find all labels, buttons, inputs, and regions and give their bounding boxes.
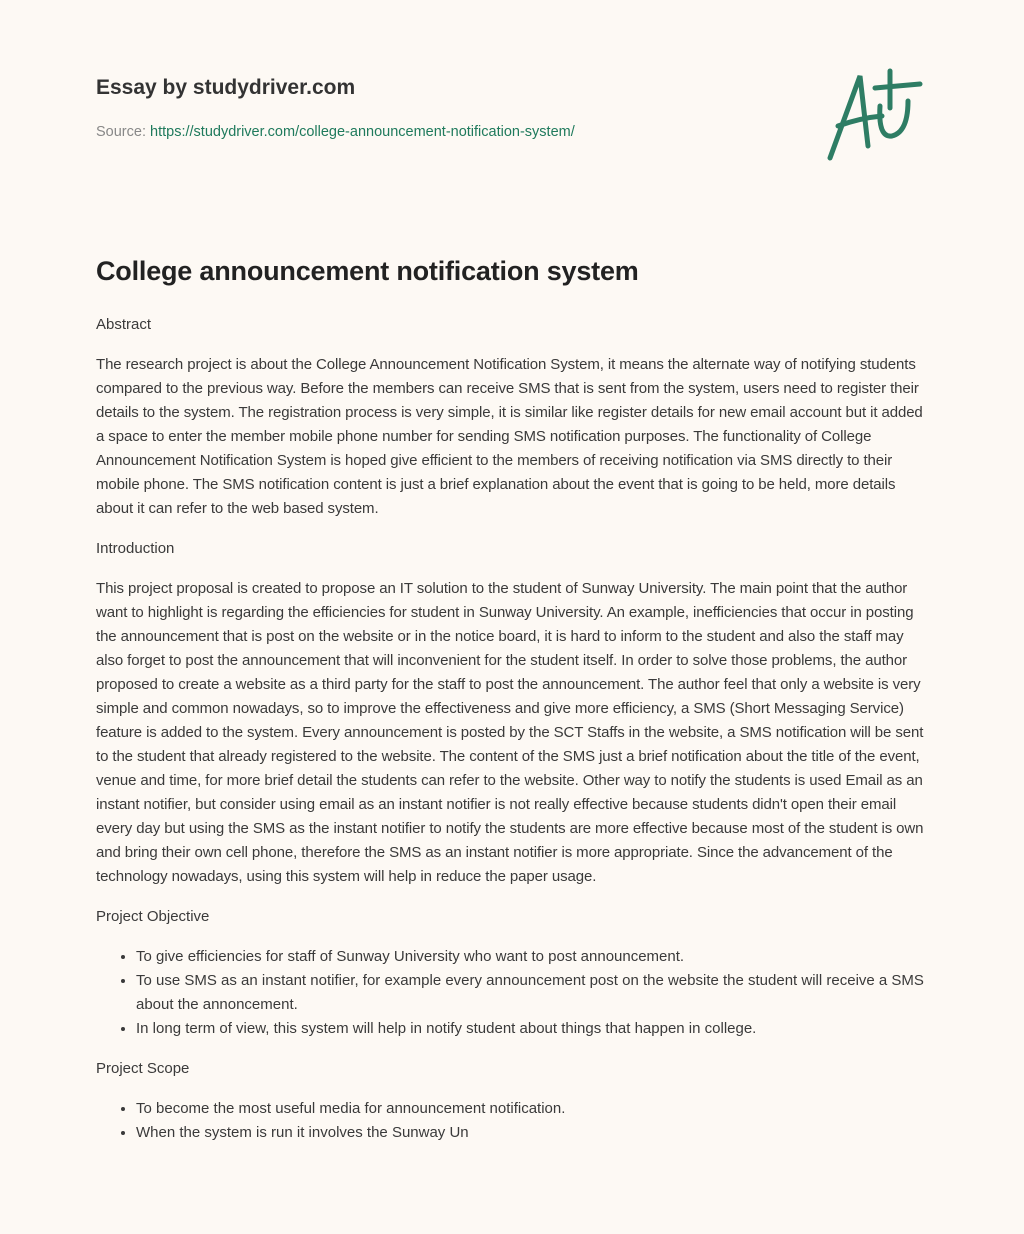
scope-list	[96, 1097, 932, 1145]
source-line	[96, 124, 575, 140]
section-heading-scope: Project Scope	[96, 1060, 190, 1077]
essay-body	[96, 256, 932, 1161]
list-item: • When the system is run it involves the Sunway Un	[136, 1121, 932, 1145]
brand-title: Essay by studydriver.com	[96, 76, 356, 99]
page-title: College announcement notification system	[96, 256, 639, 286]
list-item: • To use SMS as an instant notifier, for example every announcement post on the website the student will receive a SMS about the annoncement.	[136, 969, 932, 1017]
list-item: • To become the most useful media for announcement notification.	[136, 1097, 932, 1121]
list-item: • In long term of view, this system will help in notify student about things that happen in college.	[136, 1017, 932, 1041]
objective-list	[96, 945, 932, 1041]
section-heading-introduction: Introduction	[96, 540, 175, 557]
introduction-paragraph: This project proposal is created to propose an IT solution to the student of Sunway University. The main point that the author want to highlight is regarding the efficiencies for student in Sunway University. An example, inefficiencies that occur in posting the announcement that is post on the website or in the notice board, it is hard to inform to the student and also the staff may also forget to post the announcement that will inconvenient for the student itself. In order to solve those problems, the author proposed to create a website as a third party for the staff to post the announcement. The author feel that only a website is very simple and common nowadays, so to improve the effectiveness and give more efficiency, a SMS (Short Messaging Service) feature is added to the system. Every announcement is posted by the SCT Staffs in the website, a SMS notification will be sent to the student that already registered to the website. The content of the SMS just a brief notification about the title of the event, venue and time, for more brief detail the students can refer to the website. Other way to notify the students is used Email as an instant notifier, but consider using email as an instant notifier is not really effective because students didn't open their email every day but using the SMS as the instant notifier to notify the students are more effective because most of the student is own and bring their own cell phone, therefore the SMS as an instant notifier is more appropriate. Since the advancement of the technology nowadays, using this system will help in reduce the paper usage.	[96, 580, 924, 885]
header	[96, 76, 355, 100]
section-heading-objective: Project Objective	[96, 908, 210, 925]
section-heading-abstract: Abstract	[96, 316, 152, 333]
abstract-paragraph: The research project is about the College Announcement Notification System, it means the alternate way of notifying students compared to the previous way. Before the members can receive SMS that is sent from the system, users need to register their details to the system. The registration process is very simple, it is similar like register details for new email account but it added a space to enter the member mobile phone number for sending SMS notification purposes. The functionality of College Announcement Notification System is hoped give efficient to the members of receiving notification via SMS directly to their mobile phone. The SMS notification content is just a brief explanation about the event that is going to be held, more details about it can refer to the web based system.	[96, 356, 923, 517]
list-item: • To give efficiencies for staff of Sunway University who want to post announcement.	[136, 945, 932, 969]
a-plus-logo-icon	[820, 66, 930, 166]
source-link[interactable]: https://studydriver.com/college-announcement-notification-system/	[150, 124, 575, 140]
source-label: Source:	[96, 124, 146, 140]
